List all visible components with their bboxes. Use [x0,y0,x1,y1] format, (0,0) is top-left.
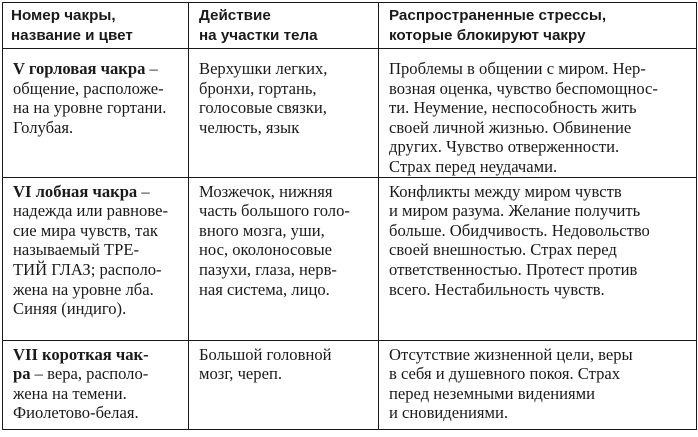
chakra-dash: – [137,181,150,201]
stress-cell [379,340,697,429]
stress-line: Конфликты между миром чувств [389,181,622,201]
body-effect-cell [189,49,379,178]
body-effect-cell [189,340,379,429]
stress-line: ти. Неумение, неспособность жить [389,98,637,118]
chakra-cell [3,177,189,340]
chakra-table [2,2,697,430]
stress-cell [379,177,697,340]
body-effect-line: Мозжечок, нижняя [199,181,333,201]
table-row [3,340,697,429]
chakra-dash: – [145,59,158,78]
body-effect-line: ная система, лицо. [199,279,330,299]
chakra-name: V горловая чакра [13,59,146,78]
stress-line: Страх перед неудачами. [389,156,558,176]
chakra-cell [3,340,189,429]
chakra-desc-line: жена на уровне лба. [13,279,154,299]
stress-line: и сновидениями. [389,403,509,423]
body-effect-line: вного мозга, уши, [199,220,325,240]
header-line: Распространенные стрессы, [389,7,607,24]
chakra-cell [3,49,189,178]
stress-line: больше. Обидчивость. Недовольство [389,220,650,240]
body-effect-line: пазухи, глаза, нерв- [199,259,337,279]
stress-line: своей личной жизнью. Обвинение [389,117,632,137]
table-header-row [3,3,697,49]
table-row [3,49,697,178]
stress-line: возная оценка, чувство беспомощнос- [389,78,658,98]
chakra-title-line [13,59,180,79]
header-line: Номер чакры, [11,7,116,24]
body-effect-line: нос, околоносовые [199,240,333,260]
header-line: которые блокируют чакру [389,26,586,44]
body-effect-line: голосовые связки, [199,98,327,118]
stress-line: Отсутствие жизненной цели, веры [389,344,633,364]
header-line: Действие [199,7,271,24]
chakra-desc-line: общение, расположе- [13,78,164,98]
chakra-desc-line: сие мира чувств, так [13,220,158,240]
chakra-desc-line: жена на темени. [13,383,127,403]
stress-line: Проблемы в общении с миром. Нер- [389,59,646,78]
body-effect-line: часть большого голо- [199,201,350,221]
chakra-title-line [13,345,180,365]
stress-line: перед неземными видениями [389,383,596,403]
stress-line: в себя и душевного покоя. Страх [389,364,621,384]
chakra-desc-line: Голубая. [13,117,74,137]
chakra-desc-line: ТИЙ ГЛАЗ; располо- [13,259,162,279]
chakra-desc-line: называемый ТРЕ- [13,240,140,260]
table-row [3,177,697,340]
chakra-name: ра [13,364,31,384]
body-effect-line: бронхи, гортань, [199,78,317,98]
header-chakra [3,3,189,49]
body-effect-line: челюсть, язык [199,117,300,137]
chakra-desc-line: Синяя (индиго). [13,299,127,319]
chakra-desc-line: Фиолетово-белая. [13,403,139,423]
body-effect-cell [189,177,379,340]
stress-line: и миром разума. Желание получить [389,201,641,221]
stress-line: всего. Нестабильность чувств. [389,279,605,299]
chakra-desc: – вера, располо- [30,364,149,384]
chakra-desc-line: на на уровне гортани. [13,98,167,118]
body-effect-line: Большой головной [199,344,332,364]
body-effect-line: мозг, череп. [199,364,282,384]
stress-cell [379,49,697,178]
header-stresses [379,3,697,49]
chakra-name: VII короткая чак- [13,344,149,364]
chakra-name: VI лобная чакра [13,181,138,201]
chakra-desc-line: надежда или равнове- [13,201,168,221]
body-effect-line: Верхушки легких, [199,59,328,78]
stress-line: ответственностью. Протест против [389,259,638,279]
stress-line: других. Чувство отверженности. [389,137,620,157]
header-line: название и цвет [11,26,133,44]
chakra-title-line [13,182,180,202]
stress-line: своей внешностью. Страх перед [389,240,617,260]
header-body-effect [189,3,379,49]
header-line: на участки тела [199,26,318,44]
chakra-title-line [13,364,180,384]
